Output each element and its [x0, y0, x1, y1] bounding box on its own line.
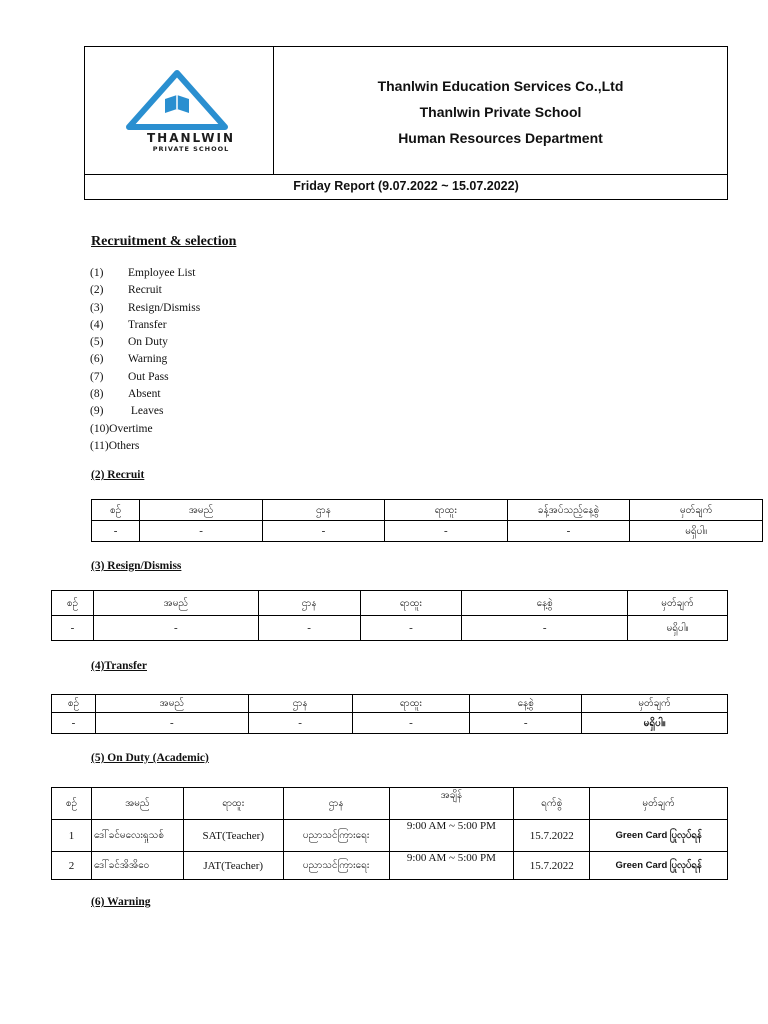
table-cell: ပညာသင်ကြားရေး: [283, 820, 389, 852]
table-cell: -: [52, 616, 94, 641]
department-name: Human Resources Department: [398, 130, 603, 146]
onduty-title: (5) On Duty (Academic): [91, 752, 209, 764]
header-cell: မှတ်ချက်: [582, 695, 728, 713]
header-cell: အမည်: [93, 591, 258, 616]
logo-name: THANLWIN: [146, 131, 236, 145]
header-cell: ဌာန: [262, 500, 384, 521]
table-row: [52, 820, 728, 852]
table-cell: 9:00 AM ~ 5:00 PM: [389, 820, 514, 852]
table-cell: -: [93, 616, 258, 641]
item-number: (10): [90, 422, 110, 435]
item-label: Resign/Dismiss: [128, 301, 201, 314]
table-cell: -: [258, 616, 360, 641]
item-label: Others: [108, 439, 140, 452]
item-label: Out Pass: [128, 370, 169, 383]
header-cell: ဌာန: [283, 788, 389, 820]
list-item: [90, 421, 200, 438]
item-number: (3): [90, 301, 104, 314]
header-cell: စဉ်: [52, 788, 92, 820]
table-row: [52, 713, 728, 734]
list-item: [90, 386, 200, 403]
item-label: Employee List: [128, 267, 196, 279]
header-cell: နေ့စွဲ: [470, 695, 582, 713]
table-row: [92, 521, 763, 542]
item-number: (6): [90, 353, 104, 366]
resign-table: [51, 590, 728, 641]
table-cell: -: [470, 713, 582, 734]
table-cell: Green Card ပြုလုပ်ရန်: [590, 852, 728, 880]
header-cell: စဉ်: [52, 695, 96, 713]
onduty-table: [51, 787, 728, 880]
table-cell: -: [507, 521, 630, 542]
table-row: [52, 852, 728, 880]
organization-block: [273, 73, 728, 151]
company-name: Thanlwin Education Services Co.,Ltd: [377, 78, 624, 94]
table-cell: -: [385, 521, 508, 542]
item-number: (8): [90, 388, 104, 401]
table-header-row: [92, 500, 763, 521]
table-cell: -: [360, 616, 462, 641]
transfer-table: [51, 694, 728, 734]
header-cell: ဌာန: [258, 591, 360, 616]
table-cell: မရှိပါ။: [630, 521, 763, 542]
item-number: (1): [90, 267, 104, 279]
item-label: Warning: [128, 353, 168, 366]
header-cell: အမည်: [91, 788, 183, 820]
list-item: [90, 300, 200, 317]
item-label: Leaves: [128, 405, 164, 418]
header-cell: ရာထူး: [360, 591, 462, 616]
item-label: Overtime: [109, 422, 153, 435]
table-cell: Green Card ပြုလုပ်ရန်: [590, 820, 728, 852]
header-cell: အမည်: [140, 500, 263, 521]
list-item: [90, 351, 200, 368]
header-top-row: [85, 47, 727, 175]
header-cell: မှတ်ချက်: [630, 500, 763, 521]
table-cell: JAT(Teacher): [183, 852, 283, 880]
table-cell: 15.7.2022: [514, 852, 590, 880]
header-cell: စဉ်: [52, 591, 94, 616]
header-cell: ဌာန: [248, 695, 352, 713]
table-cell: မရှိပါ။: [628, 616, 728, 641]
table-header-row: [52, 591, 728, 616]
item-number: (7): [90, 370, 104, 383]
table-cell: -: [92, 521, 140, 542]
header-cell: အမည်: [95, 695, 248, 713]
school-name: Thanlwin Private School: [419, 104, 582, 120]
item-number: (11): [90, 439, 109, 452]
logo-subtitle: PRIVATE SCHOOL: [152, 145, 230, 153]
table-cell: ဒေါ်ခင်မလေးရှုသစ်: [91, 820, 183, 852]
item-label: Transfer: [128, 318, 167, 331]
table-cell: 2: [52, 852, 92, 880]
header-cell: နေ့စွဲ: [462, 591, 628, 616]
table-cell: SAT(Teacher): [183, 820, 283, 852]
header-cell: ရာထူး: [385, 500, 508, 521]
list-item: [90, 282, 200, 299]
list-item: [90, 369, 200, 386]
table-cell: -: [95, 713, 248, 734]
header-cell: ရာထူး: [352, 695, 470, 713]
header-cell: ခန့်အပ်သည့်နေ့စွဲ: [507, 500, 630, 521]
report-header: [84, 46, 728, 200]
item-number: (9): [90, 405, 104, 418]
list-item: [90, 438, 200, 455]
report-period: Friday Report (9.07.2022 ~ 15.07.2022): [293, 179, 519, 193]
table-cell: ဒေါ်ခင်အိအိဝေ: [91, 852, 183, 880]
warning-title: (6) Warning: [91, 896, 151, 908]
table-header-row: [52, 695, 728, 713]
item-number: (4): [90, 318, 104, 331]
resign-title: (3) Resign/Dismiss: [91, 560, 182, 572]
item-number: (5): [90, 336, 104, 349]
triangle-book-logo-icon: [121, 69, 233, 131]
recruit-table: [91, 499, 763, 542]
recruit-title: (2) Recruit: [91, 469, 145, 481]
table-cell: -: [352, 713, 470, 734]
table-cell: 9:00 AM ~ 5:00 PM: [389, 852, 514, 880]
table-row: [52, 616, 728, 641]
header-cell: ရက်စွဲ: [514, 788, 590, 820]
item-label: On Duty: [128, 336, 168, 349]
header-cell: မှတ်ချက်: [628, 591, 728, 616]
category-list: [90, 265, 200, 455]
list-item: [90, 334, 200, 351]
table-cell: ပညာသင်ကြားရေး: [283, 852, 389, 880]
item-label: Recruit: [128, 284, 162, 297]
table-cell: 15.7.2022: [514, 820, 590, 852]
section-title: Recruitment & selection: [91, 234, 237, 249]
table-cell: -: [52, 713, 96, 734]
school-logo: [85, 47, 274, 174]
table-cell: -: [140, 521, 263, 542]
item-label: Absent: [128, 388, 161, 401]
transfer-title: (4)Transfer: [91, 660, 147, 672]
header-cell: စဉ်: [92, 500, 140, 521]
header-cell: မှတ်ချက်: [590, 788, 728, 820]
list-item: [90, 403, 200, 420]
list-item: [90, 265, 200, 282]
table-cell: -: [462, 616, 628, 641]
table-cell: 1: [52, 820, 92, 852]
table-header-row: [52, 788, 728, 820]
list-item: [90, 317, 200, 334]
header-cell: အချိန်: [389, 788, 514, 820]
item-number: (2): [90, 284, 104, 297]
table-cell: မရှိပါ။: [582, 713, 728, 734]
table-cell: -: [248, 713, 352, 734]
table-cell: -: [262, 521, 384, 542]
header-cell: ရာထူး: [183, 788, 283, 820]
